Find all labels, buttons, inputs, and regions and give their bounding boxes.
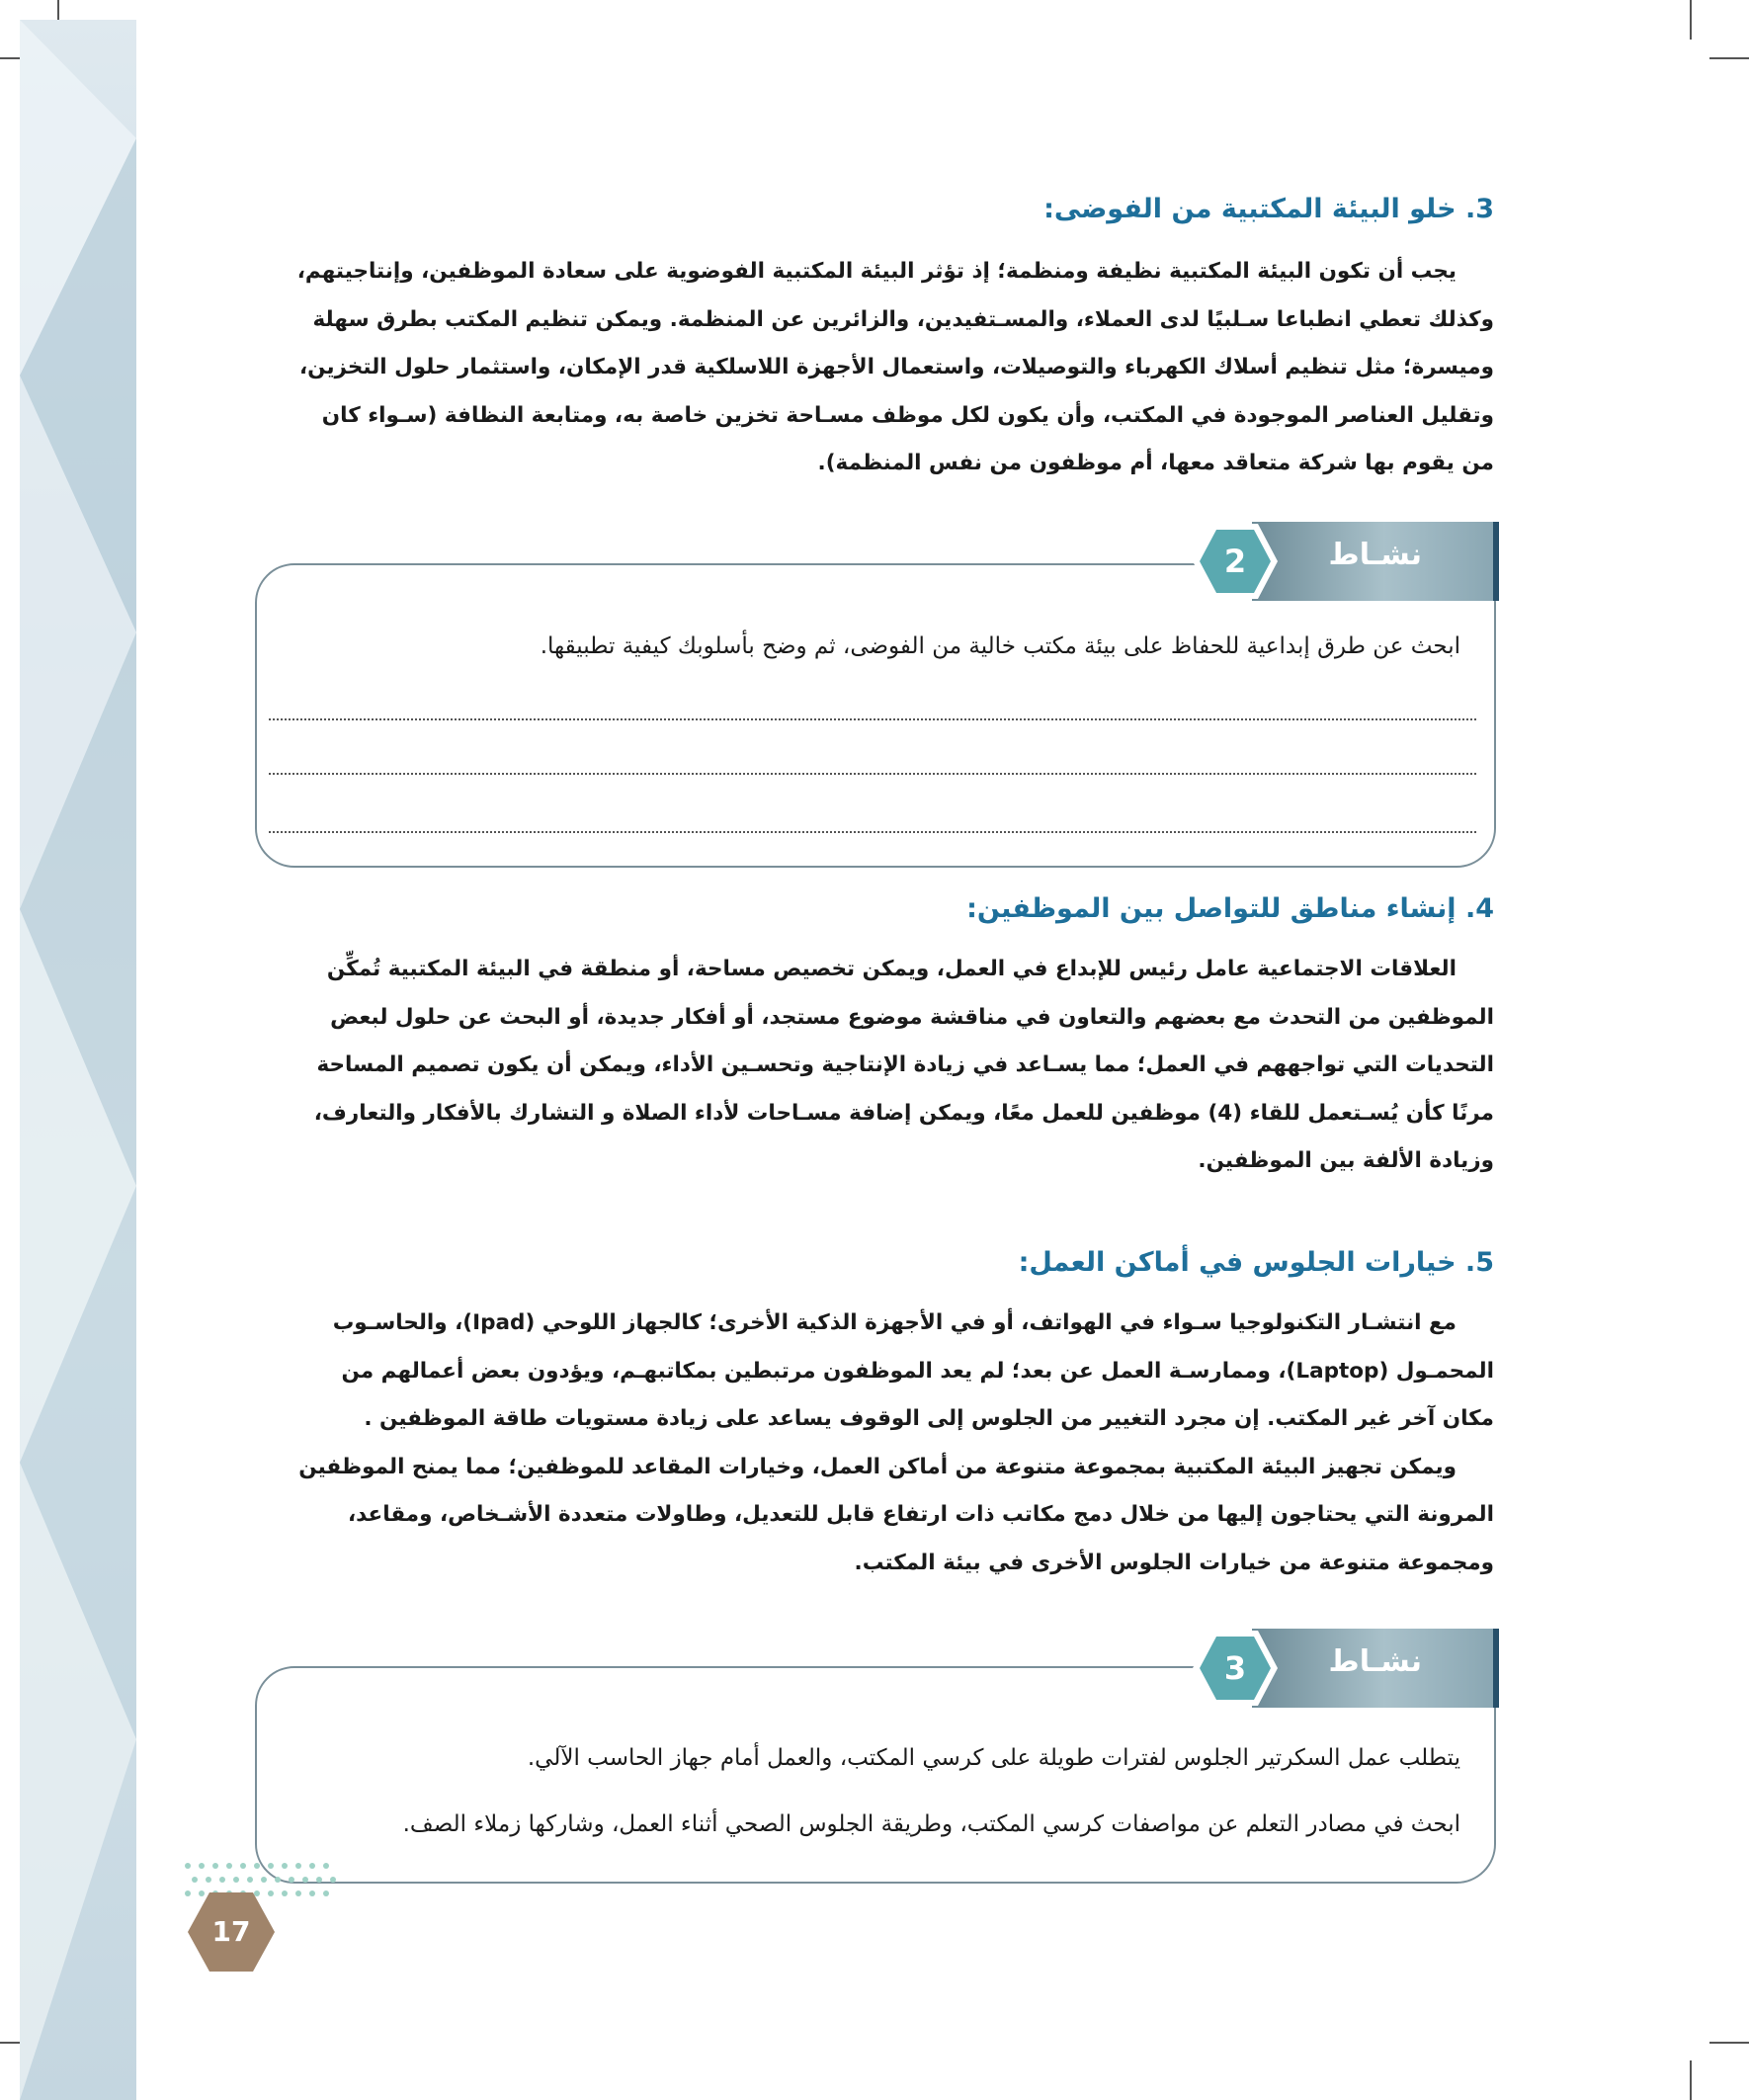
activity-number-badge xyxy=(1191,1629,1280,1708)
activity-2-instruction: ابحث عن طرق إبداعية للحفاظ على بيئة مكتب خالية من الفوضى، ثم وضح بأسلوبك كيفية تطبيقها. xyxy=(540,633,1460,659)
section-5-paragraph xyxy=(247,1300,1494,1587)
paragraph-line: مرنًا كأن يُسـتعمل للقاء (4) موظفين للعمل معًا، ويمكن إضافة مسـاحات لأداء الصلاة و التشارك بالأفكار والتعارف، xyxy=(313,1100,1494,1126)
paragraph-line: يجب أن تكون البيئة المكتبية نظيفة ومنظمة؛ إذ تؤثر البيئة المكتبية الفوضوية على سعادة الموظفين، وإنتاجيتهم، xyxy=(296,259,1457,284)
paragraph-line: مع انتشـار التكنولوجيا سـواء في الهواتف، أو في الأجهزة الذكية الأخرى؛ كالجهاز اللوحي (Ipad)، والحاسـوب xyxy=(332,1310,1457,1335)
answer-line xyxy=(269,773,1476,775)
paragraph-line: ومجموعة متنوعة من خيارات الجلوس الأخرى في بيئة المكتب. xyxy=(854,1550,1494,1575)
crop-mark xyxy=(1709,2042,1749,2044)
paragraph-line: من يقوم بها شركة متعاقد معها، أم موظفون من نفس المنظمة). xyxy=(817,451,1494,475)
paragraph-line: الموظفين من التحدث مع بعضهم والتعاون في مناقشة موضوع مستجد، أو أفكار جديدة، أو البحث عن حلول لبعض xyxy=(330,1004,1494,1030)
paragraph-line: المحمـول (Laptop)، وممارسـة العمل عن بعد؛ لم يعد الموظفون مرتبطين بمكاتبهـم، ويؤدون بعض أعمالهم من xyxy=(341,1358,1494,1384)
crop-mark xyxy=(1690,2060,1692,2100)
section-4-heading: 4. إنشاء مناطق للتواصل بين الموظفين: xyxy=(966,893,1494,924)
page-number-badge xyxy=(188,1892,275,1972)
activity-number: 2 xyxy=(1223,543,1247,580)
activity-label: نشـاط xyxy=(1328,1644,1422,1679)
paragraph-line: وميسرة؛ مثل تنظيم أسلاك الكهرباء والتوصيلات، واستعمال الأجهزة اللاسلكية قدر الإمكان، واستثمار حلول التخزين، xyxy=(298,355,1494,379)
section-4-paragraph xyxy=(247,946,1494,1186)
paragraph-line: وتقليل العناصر الموجودة في المكتب، وأن يكون لكل موظف مسـاحة تخزين خاصة به، ومتابعة النظافة (سـواء كان xyxy=(321,402,1494,428)
paragraph-line: المرونة التي يحتاجون إليها من خلال دمج مكاتب ذات ارتفاع قابل للتعديل، وطاولات متعددة الأشـخاص، ومقاعد، xyxy=(347,1502,1494,1527)
activity-2-tab xyxy=(1191,522,1499,601)
paragraph-line: وكذلك تعطي انطباعا سـلبيًا لدى العملاء، والمسـتفيدين، والزائرين عن المنظمة. ويمكن تنظيم المكتب بطرق سهلة xyxy=(312,306,1494,332)
paragraph-line: مكان آخر غير المكتب. إن مجرد التغيير من الجلوس إلى الوقوف يساعد على زيادة مستويات طاقة الموظفين . xyxy=(364,1406,1494,1431)
crop-mark xyxy=(1690,0,1692,40)
section-3-paragraph xyxy=(247,248,1494,488)
activity-number: 3 xyxy=(1223,1649,1247,1687)
page-number: 17 xyxy=(211,1915,251,1948)
activity-2-box xyxy=(255,563,1496,868)
paragraph-line: ويمكن تجهيز البيئة المكتبية بمجموعة متنوعة من أماكن العمل، وخيارات المقاعد للموظفين؛ مما يمنح الموظفين xyxy=(298,1454,1457,1479)
crop-mark xyxy=(1709,57,1749,59)
paragraph-line: وزيادة الألفة بين الموظفين. xyxy=(1198,1148,1494,1173)
paragraph-line: العلاقات الاجتماعية عامل رئيس للإبداع في العمل، ويمكن تخصيص مساحة، أو منطقة في البيئة المكتبية تُمكِّن xyxy=(326,957,1457,981)
activity-3-line-1: يتطلب عمل السكرتير الجلوس لفترات طويلة على كرسي المكتب، والعمل أمام جهاز الحاسب الآلي. xyxy=(527,1745,1460,1771)
answer-line xyxy=(269,831,1476,833)
section-5-heading: 5. خيارات الجلوس في أماكن العمل: xyxy=(1018,1247,1494,1278)
answer-line xyxy=(269,718,1476,720)
activity-number-badge xyxy=(1191,522,1280,601)
activity-3-line-2: ابحث في مصادر التعلم عن مواصفات كرسي المكتب، وطريقة الجلوس الصحي أثناء العمل، وشاركها زملاء الصف. xyxy=(402,1811,1460,1837)
paragraph-line: التحديات التي تواجههم في العمل؛ مما يسـاعد في زيادة الإنتاجية وتحسـين الأداء، ويمكن أن يكون تصميم المساحة xyxy=(316,1052,1494,1077)
activity-3-tab xyxy=(1191,1629,1499,1708)
activity-label: نشـاط xyxy=(1328,538,1422,572)
section-3-heading: 3. خلو البيئة المكتبية من الفوضى: xyxy=(1043,194,1494,224)
decorative-side-band xyxy=(20,20,136,2100)
